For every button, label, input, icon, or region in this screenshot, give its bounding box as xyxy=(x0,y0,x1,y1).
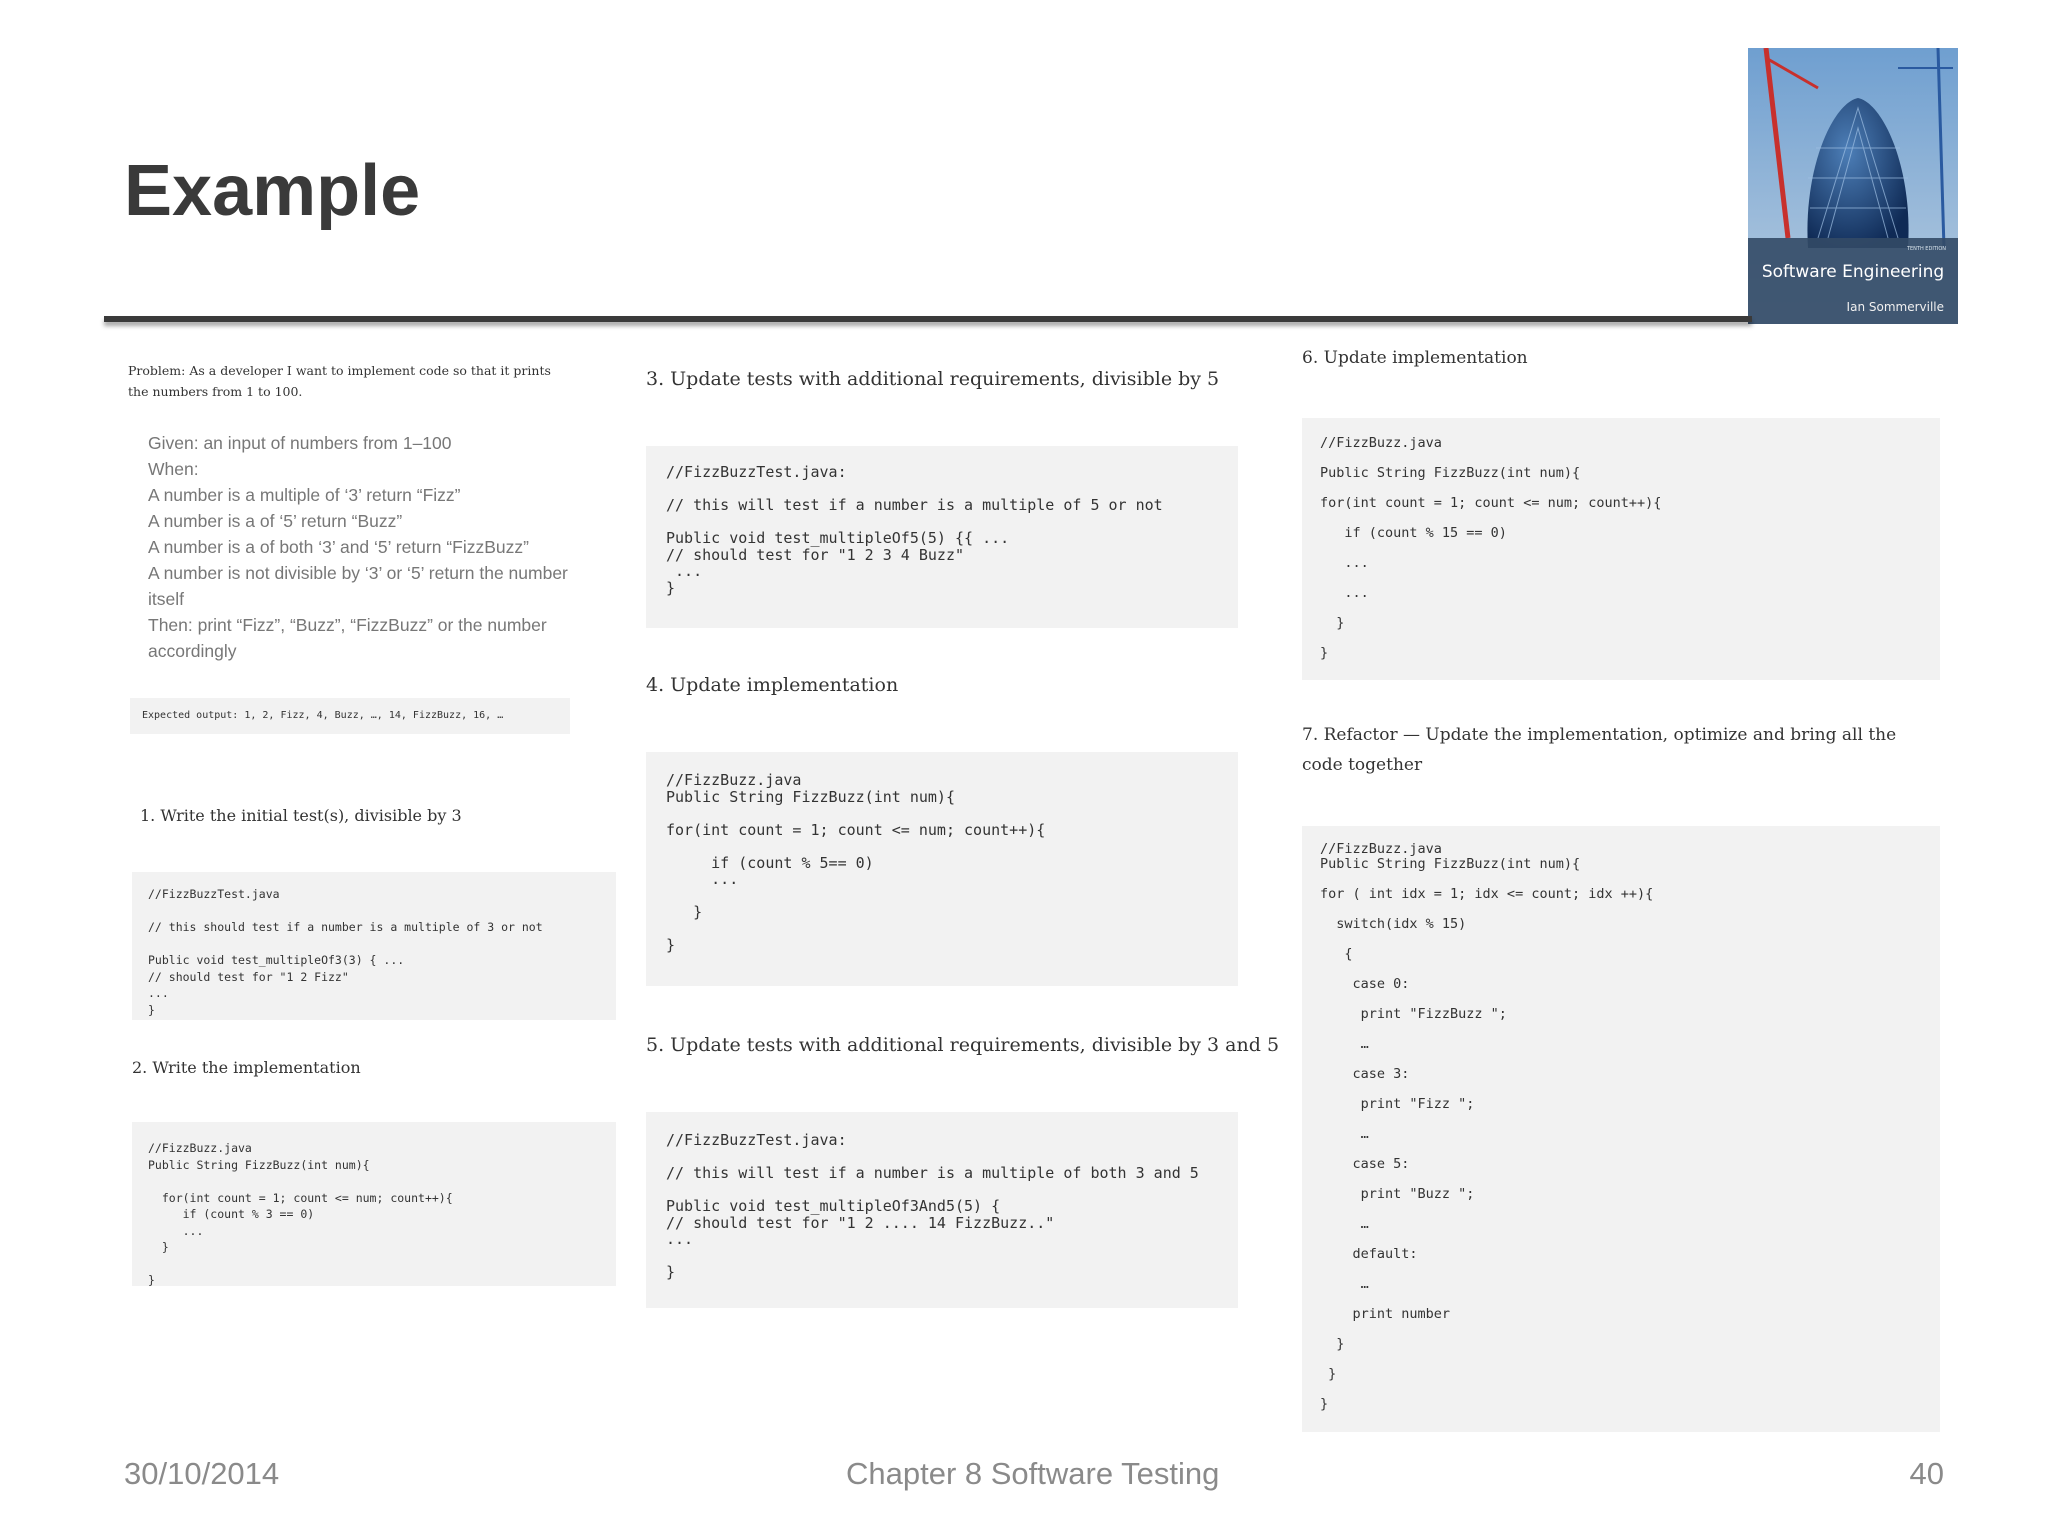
footer-page-number: 40 xyxy=(1909,1456,1944,1491)
step1-code-block: //FizzBuzzTest.java // this should test if a number is a multiple of 3 or not Public void test_multipleOf3(3) { ... // should test for "1 2 Fizz" ... } xyxy=(132,872,616,1020)
given-line: A number is a of both ‘3’ and ‘5’ return “FizzBuzz” xyxy=(148,537,529,557)
step3-code-block: //FizzBuzzTest.java: // this will test if a number is a multiple of 5 or not Public void test_multipleOf5(5) {{ ... // should test for "1 2 3 4 Buzz" ... } xyxy=(646,446,1238,628)
step6-code-block: //FizzBuzz.java Public String FizzBuzz(int num){ for(int count = 1; count <= num; count++){ if (count % 15 == 0) ... ... } } xyxy=(1302,418,1940,680)
title-divider xyxy=(104,316,1752,322)
step4-code-block: //FizzBuzz.java Public String FizzBuzz(int num){ for(int count = 1; count <= num; count++){ if (count % 5== 0) ... } } xyxy=(646,752,1238,986)
given-line: A number is a multiple of ‘3’ return “Fizz” xyxy=(148,485,461,505)
given-line: Given: an input of numbers from 1–100 xyxy=(148,433,452,453)
footer-date: 30/10/2014 xyxy=(124,1456,280,1491)
step7-code-block: //FizzBuzz.java Public String FizzBuzz(int num){ for ( int idx = 1; idx <= count; idx ++){ switch(idx % 15) { case 0: print "FizzBuzz "; … case 3: print "Fizz "; … case 5: print "Buzz "; … default: … print number } } } xyxy=(1302,826,1940,1432)
step5-heading: 5. Update tests with additional requirements, divisible by 3 and 5 xyxy=(646,1034,1280,1056)
given-line: A number is not divisible by ‘3’ or ‘5’ return the number itself xyxy=(148,563,568,609)
footer-chapter: Chapter 8 Software Testing xyxy=(846,1456,1220,1491)
given-when-then xyxy=(148,430,568,664)
cover-title: Software Engineering xyxy=(1761,262,1945,282)
given-line: A number is a of ‘5’ return “Buzz” xyxy=(148,511,403,531)
given-line: Then: print “Fizz”, “Buzz”, “FizzBuzz” or the number accordingly xyxy=(148,615,547,661)
gherkin-building-icon xyxy=(1748,48,1958,324)
cover-author: Ian Sommerville xyxy=(1846,300,1944,314)
step5-code-block: //FizzBuzzTest.java: // this will test if a number is a multiple of both 3 and 5 Public void test_multipleOf3And5(5) { // should test for "1 2 .... 14 FizzBuzz.." ... } xyxy=(646,1112,1238,1308)
step4-heading: 4. Update implementation xyxy=(646,674,899,696)
slide-title: Example xyxy=(124,151,421,231)
cover-edition: TENTH EDITION xyxy=(1906,246,1946,252)
step3-heading: 3. Update tests with additional requirements, divisible by 5 xyxy=(646,368,1220,390)
step1-heading: 1. Write the initial test(s), divisible by 3 xyxy=(140,806,462,825)
step7-heading: 7. Refactor — Update the implementation, optimize and bring all the code together xyxy=(1302,725,1897,775)
book-cover-image xyxy=(1748,48,1958,324)
step2-code-block: //FizzBuzz.java Public String FizzBuzz(int num){ for(int count = 1; count <= num; count++){ if (count % 3 == 0) ... } } xyxy=(132,1122,616,1286)
step2-heading: 2. Write the implementation xyxy=(132,1058,361,1077)
given-line: When: xyxy=(148,459,199,479)
problem-statement: Problem: As a developer I want to implement code so that it prints the numbers from 1 to 100. xyxy=(128,363,551,399)
expected-output: Expected output: 1, 2, Fizz, 4, Buzz, …, 14, FizzBuzz, 16, … xyxy=(130,698,570,734)
step6-heading: 6. Update implementation xyxy=(1302,348,1528,368)
